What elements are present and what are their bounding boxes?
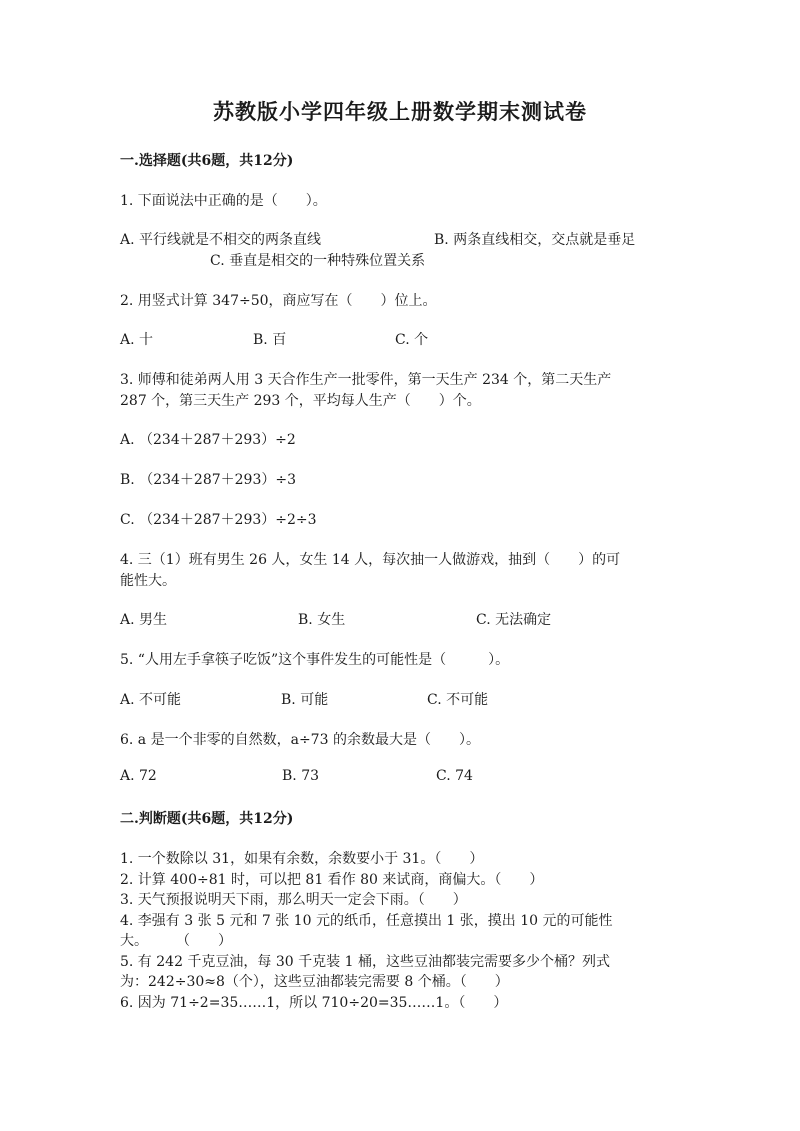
tf-item-4-line-1: 4. 李强有 3 张 5 元和 7 张 10 元的纸币，任意摸出 1 张，摸出 10 元的可能性 [120, 913, 613, 929]
question-1-stem: 1. 下面说法中正确的是（ ）。 [120, 193, 327, 209]
question-3-stem-line-2: 287 个，第三天生产 293 个，平均每人生产（ ）个。 [120, 393, 481, 409]
question-5-option-b: B. 可能 [281, 692, 329, 708]
tf-item-5-line-1: 5. 有 242 千克豆油，每 30 千克装 1 桶，这些豆油都装完需要多少个桶？列式 [120, 954, 610, 970]
question-6-option-c: C. 74 [436, 768, 473, 784]
question-1-option-a: A. 平行线就是不相交的两条直线 [120, 232, 322, 248]
question-2-option-a: A. 十 [120, 332, 154, 348]
question-4-option-a: A. 男生 [120, 612, 168, 628]
question-2-option-b: B. 百 [253, 332, 287, 348]
tf-item-5-line-2: 为：242÷30≈8（个），这些豆油都装完需要 8 个桶。（ ） [120, 974, 509, 990]
question-6-option-a: A. 72 [120, 768, 157, 784]
question-4-stem-line-2: 能性大。 [120, 573, 176, 589]
tf-item-3: 3. 天气预报说明天下雨，那么明天一定会下雨。（ ） [120, 892, 467, 908]
tf-item-2: 2. 计算 400÷81 时，可以把 81 看作 80 来试商，商偏大。（ ） [120, 872, 544, 888]
question-4-stem-line-1: 4. 三（1）班有男生 26 人，女生 14 人，每次抽一人做游戏，抽到（ ）的可 [120, 552, 621, 568]
tf-item-4-line-2: 大。 （ ） [120, 933, 232, 949]
question-2-option-c: C. 个 [395, 332, 429, 348]
section-heading-choice: 一.选择题(共6题，共12分) [120, 153, 294, 169]
question-1-option-c: C. 垂直是相交的一种特殊位置关系 [210, 253, 426, 269]
question-3-stem-line-1: 3. 师傅和徒弟两人用 3 天合作生产一批零件，第一天生产 234 个，第二天生产 [120, 372, 612, 388]
question-4-option-c: C. 无法确定 [476, 612, 552, 628]
question-3-option-c: C. （234＋287＋293）÷2÷3 [120, 512, 317, 528]
question-4-option-b: B. 女生 [298, 612, 346, 628]
question-5-stem: 5. “人用左手拿筷子吃饭”这个事件发生的可能性是（ ）。 [120, 652, 510, 668]
question-1-option-b: B. 两条直线相交，交点就是垂足 [434, 232, 636, 248]
tf-item-6: 6. 因为 71÷2=35……1，所以 710÷20=35……1。（ ） [120, 995, 508, 1011]
section-heading-true-false: 二.判断题(共6题，共12分) [120, 811, 294, 827]
question-3-option-a: A. （234＋287＋293）÷2 [120, 432, 296, 448]
tf-item-1: 1. 一个数除以 31，如果有余数，余数要小于 31。（ ） [120, 851, 484, 867]
question-2-stem: 2. 用竖式计算 347÷50，商应写在（ ）位上。 [120, 293, 437, 309]
question-3-option-b: B. （234＋287＋293）÷3 [120, 472, 296, 488]
question-5-option-a: A. 不可能 [120, 692, 182, 708]
question-5-option-c: C. 不可能 [427, 692, 489, 708]
page-title: 苏教版小学四年级上册数学期末测试卷 [213, 99, 587, 124]
question-6-option-b: B. 73 [282, 768, 320, 784]
question-6-stem: 6. a 是一个非零的自然数，a÷73 的余数最大是（ ）。 [120, 732, 480, 748]
